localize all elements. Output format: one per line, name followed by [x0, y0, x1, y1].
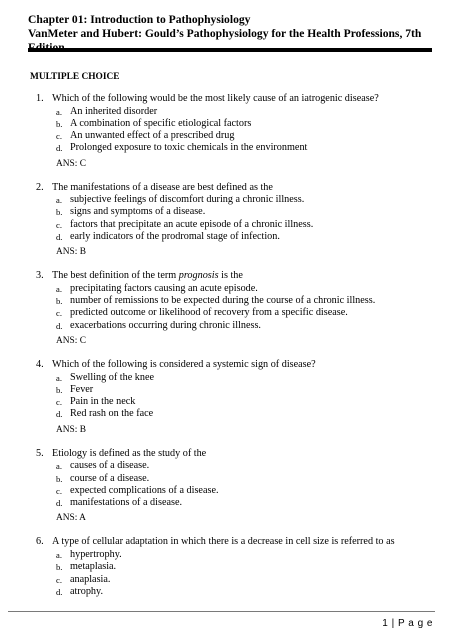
option-letter: b. [56, 384, 63, 395]
option-text: exacerbations occurring during chronic illness. [70, 319, 261, 331]
question-text-part: Etiology is defined as the study of the [52, 447, 207, 459]
question-list [30, 93, 430, 611]
option-letter: b. [56, 473, 63, 484]
answer-option [30, 384, 430, 396]
answer-option [30, 307, 430, 319]
option-text: predicted outcome or likelihood of recovery from a specific disease. [70, 307, 348, 319]
option-letter: a. [56, 461, 62, 472]
option-letter: b. [56, 118, 63, 129]
option-text: Pain in the neck [70, 396, 136, 408]
question-text-part: Which of the following would be the most likely cause of an iatrogenic disease? [52, 93, 379, 104]
footer-rule [8, 611, 435, 612]
answer-option [30, 118, 430, 130]
option-letter: d. [56, 232, 63, 243]
option-text: factors that precipitate an acute episode of a chronic illness. [70, 218, 314, 230]
answer-option [30, 561, 430, 573]
question-text-part: Which of the following is considered a systemic sign of disease? [52, 359, 316, 371]
question-text [52, 182, 273, 195]
option-letter: d. [56, 586, 63, 597]
answer-option [30, 206, 430, 218]
option-letter: d. [56, 143, 63, 154]
answer-option [30, 320, 430, 332]
option-text: manifestations of a disease. [70, 497, 183, 509]
answer-option [30, 295, 430, 307]
question-item [30, 182, 430, 258]
question-stem [30, 93, 430, 106]
answer-option [30, 142, 430, 154]
answer-option [30, 408, 430, 420]
option-letter: d. [56, 320, 63, 331]
answer-option [30, 194, 430, 206]
answer-key: ANS: B [56, 424, 86, 435]
option-letter: a. [56, 283, 62, 294]
option-text: A combination of specific etiological factors [70, 117, 252, 129]
answer-option [30, 549, 430, 561]
question-text [52, 93, 379, 106]
option-text: Prolonged exposure to toxic chemicals in the environment [70, 142, 308, 154]
answer-option [30, 396, 430, 408]
question-stem [30, 270, 430, 283]
chapter-title: Chapter 01: Introduction to Pathophysiology [28, 13, 251, 26]
option-letter: c. [56, 397, 62, 408]
option-letter: b. [56, 207, 63, 218]
question-text [52, 448, 206, 461]
question-number: 4. [36, 359, 44, 371]
answer-option [30, 574, 430, 586]
option-letter: c. [56, 574, 62, 585]
option-text: causes of a disease. [70, 460, 150, 472]
question-item [30, 270, 430, 346]
option-text: An inherited disorder [70, 105, 158, 117]
option-text: Fever [70, 383, 94, 395]
option-letter: a. [56, 195, 62, 206]
answer-key: ANS: A [56, 513, 86, 524]
question-term-italic: prognosis [178, 270, 219, 282]
option-text: signs and symptoms of a disease. [70, 206, 206, 218]
option-letter: b. [56, 296, 63, 307]
option-text: hypertrophy. [70, 548, 122, 560]
option-text: early indicators of the prodromal stage of infection. [70, 231, 280, 243]
question-number: 1. [36, 93, 44, 104]
option-letter: c. [56, 308, 62, 319]
option-letter: c. [56, 219, 62, 230]
question-number: 6. [36, 536, 44, 548]
answer-option [30, 106, 430, 118]
answer-option [30, 586, 430, 598]
question-text [52, 536, 395, 549]
option-text: Red rash on the face [70, 408, 154, 420]
option-text: number of remissions to be expected during the course of a chronic illness. [70, 295, 376, 307]
option-text: expected complications of a disease. [70, 484, 219, 496]
option-letter: b. [56, 562, 63, 573]
question-item [30, 93, 430, 169]
question-item [30, 536, 430, 598]
option-letter: a. [56, 106, 62, 117]
option-letter: a. [56, 549, 62, 560]
option-text: atrophy. [70, 585, 104, 597]
option-text: Swelling of the knee [70, 371, 155, 383]
answer-key: ANS: C [56, 158, 86, 169]
option-text: anaplasia. [70, 573, 111, 585]
answer-option [30, 130, 430, 142]
page-number: 1 | P a g e [382, 618, 433, 629]
answer-key: ANS: B [56, 247, 86, 258]
question-stem [30, 536, 430, 549]
question-text [52, 359, 316, 372]
option-text: metaplasia. [70, 561, 117, 573]
header-rule [28, 48, 432, 52]
option-letter: c. [56, 131, 62, 142]
option-letter: c. [56, 485, 62, 496]
question-text-part: A type of cellular adaptation in which there is a decrease in cell size is referred to as [52, 536, 395, 548]
option-letter: d. [56, 498, 63, 509]
option-text: An unwanted effect of a prescribed drug [70, 130, 235, 142]
question-number: 2. [36, 181, 44, 193]
book-title: VanMeter and Hubert: Gould’s Pathophysiology for the Health Professions, 7th [28, 27, 422, 40]
question-stem [30, 182, 430, 195]
answer-option [30, 485, 430, 497]
question-item [30, 359, 430, 435]
answer-option [30, 283, 430, 295]
answer-option [30, 219, 430, 231]
question-text [52, 270, 243, 283]
question-text-part: The best definition of the term [52, 270, 179, 282]
question-number: 3. [36, 270, 44, 282]
option-text: precipitating factors causing an acute episode. [70, 282, 258, 294]
answer-option [30, 231, 430, 243]
option-letter: a. [56, 372, 62, 383]
option-text: course of a disease. [70, 472, 150, 484]
option-letter: d. [56, 409, 63, 420]
answer-option [30, 497, 430, 509]
question-text-part: is the [218, 270, 243, 282]
answer-option [30, 372, 430, 384]
option-text: subjective feelings of discomfort during a chronic illness. [70, 194, 305, 206]
answer-key: ANS: C [56, 336, 86, 347]
question-text-part: The manifestations of a disease are best defined as the [52, 181, 273, 193]
question-stem [30, 359, 430, 372]
question-number: 5. [36, 447, 44, 459]
question-item [30, 448, 430, 524]
section-title: MULTIPLE CHOICE [30, 72, 120, 82]
answer-option [30, 460, 430, 472]
question-stem [30, 448, 430, 461]
answer-option [30, 473, 430, 485]
